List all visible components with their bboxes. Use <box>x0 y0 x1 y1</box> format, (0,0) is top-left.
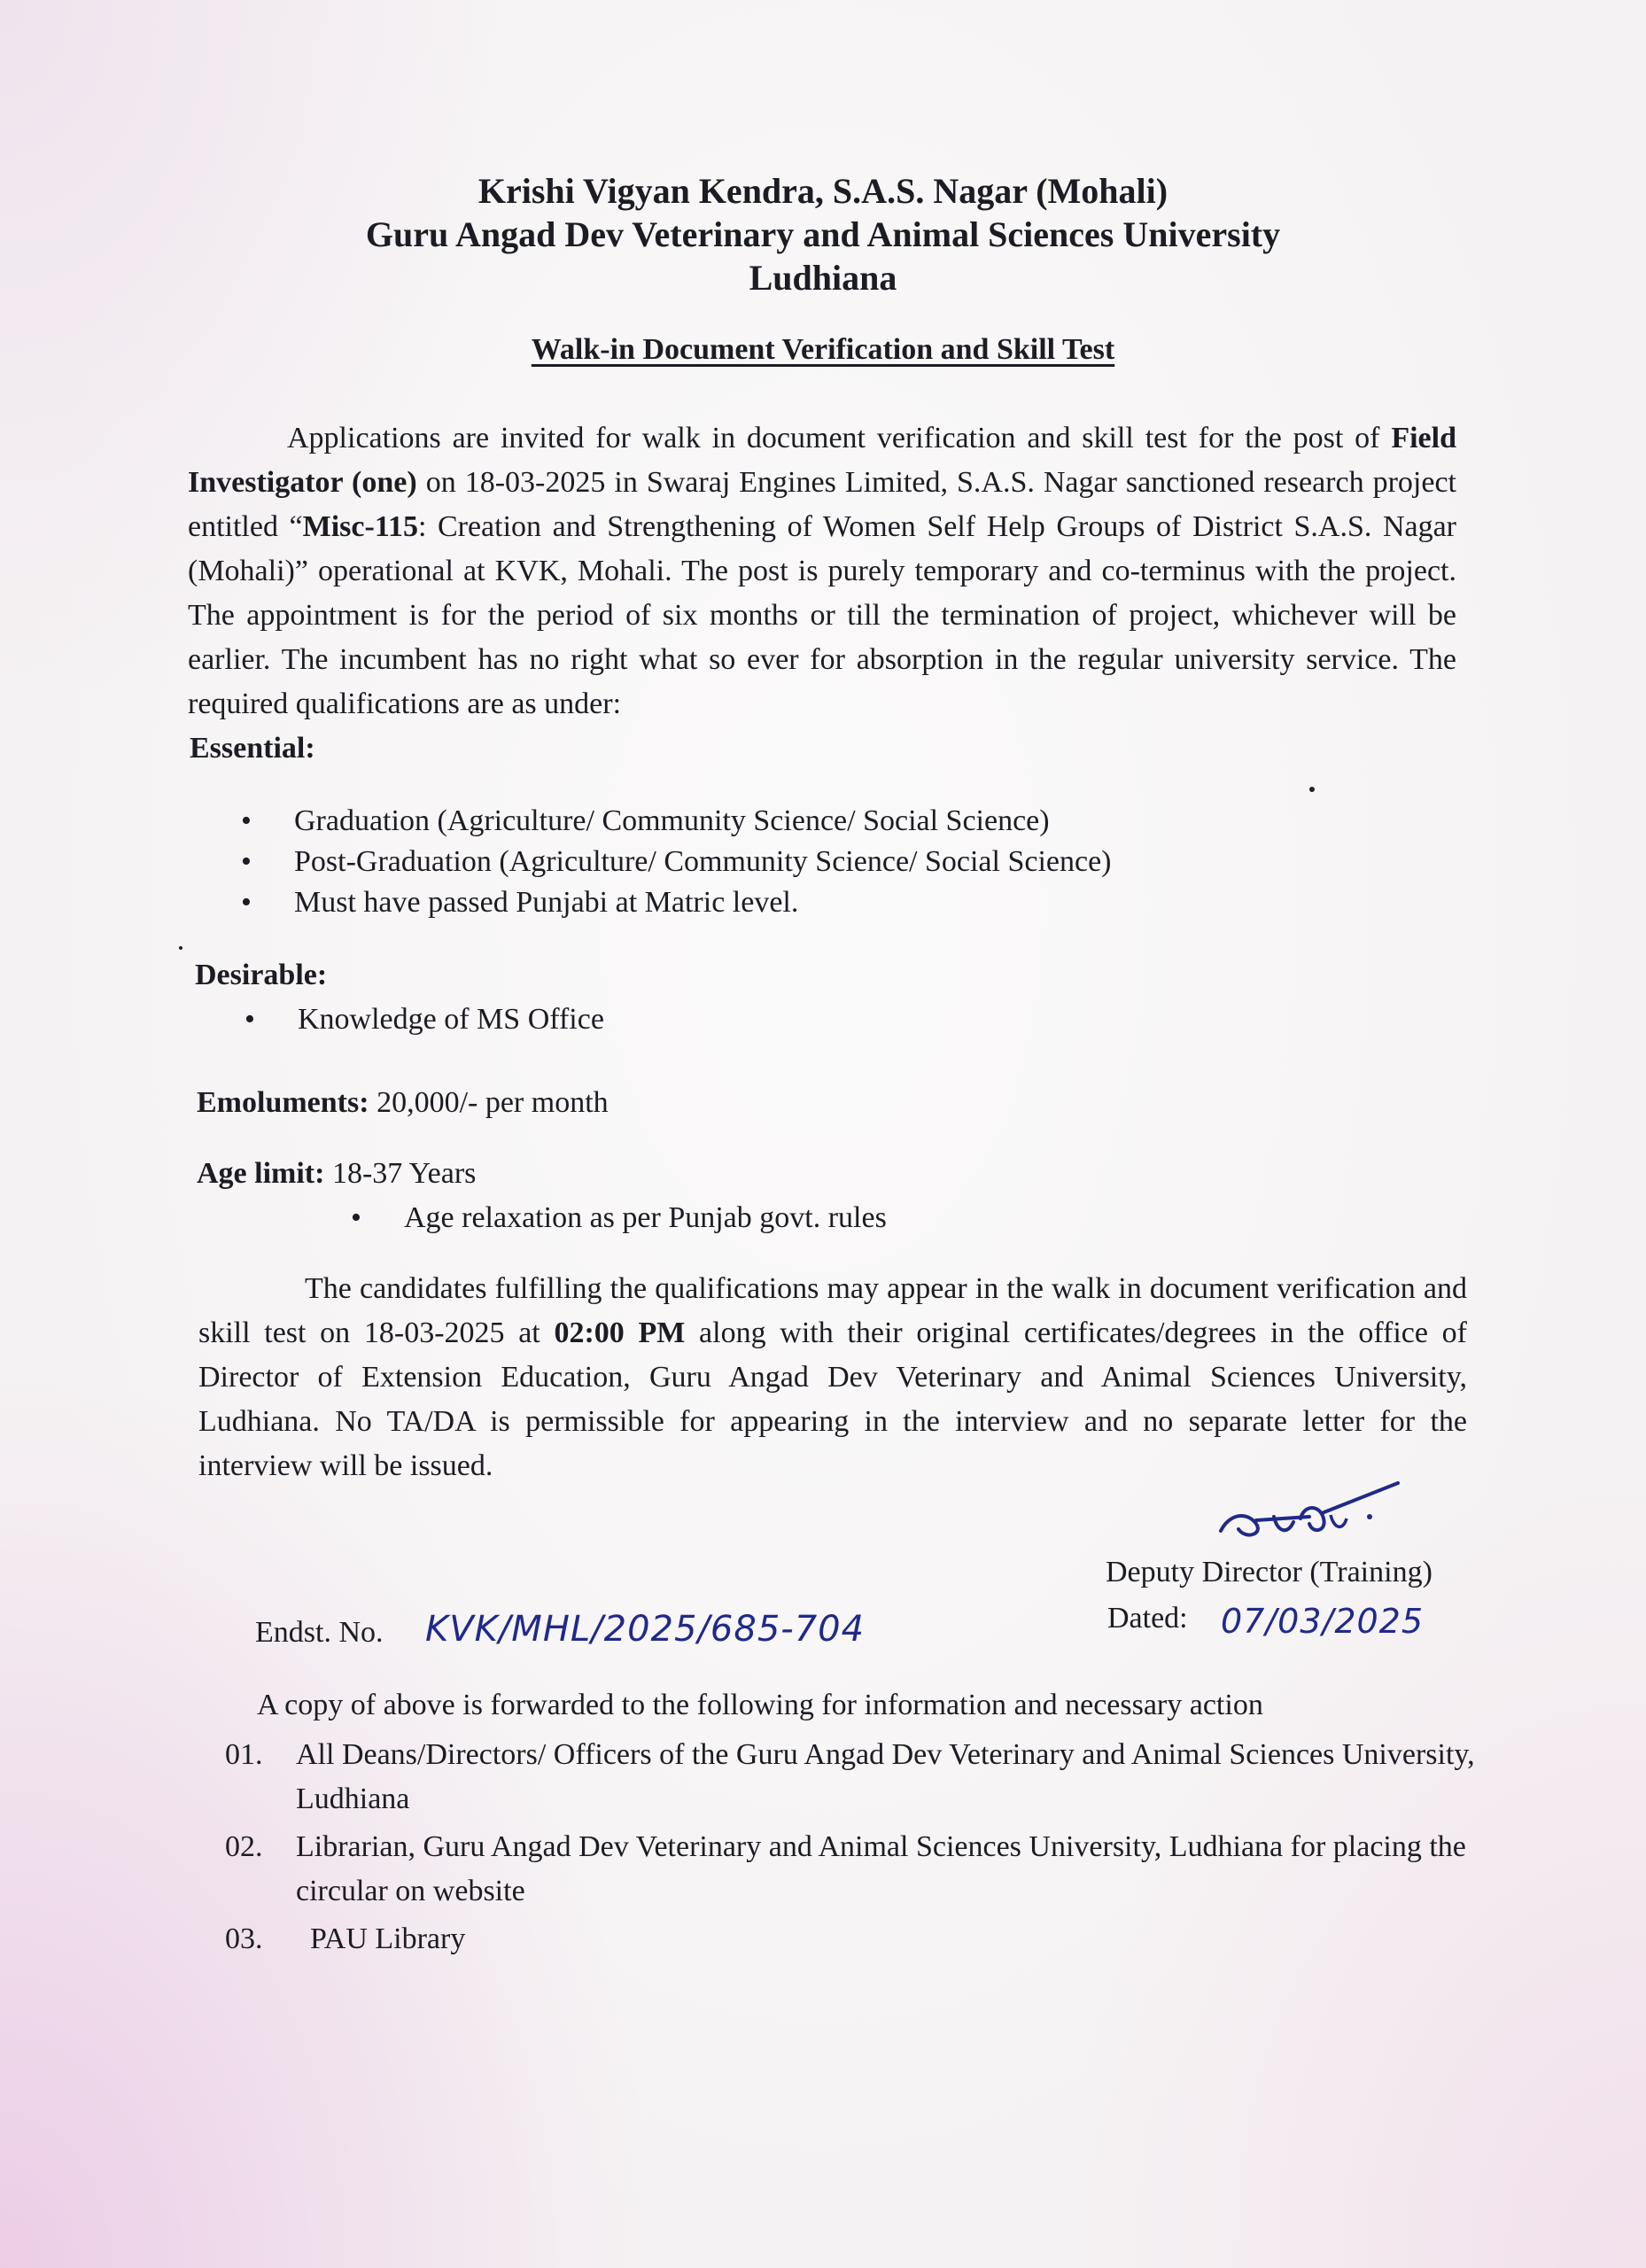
desirable-label: Desirable: <box>195 959 328 991</box>
age-list <box>351 1198 1414 1239</box>
age-line <box>197 1157 476 1191</box>
essential-item: • Must have passed Punjabi at Matric level. <box>241 882 1393 923</box>
closing-time: 02:00 PM <box>554 1317 686 1349</box>
endst-label: Endst. No. <box>255 1616 384 1649</box>
desirable-list <box>245 999 1396 1040</box>
endst-value: KVK/MHL/2025/685-704 <box>425 1609 866 1650</box>
intro-project: Misc-115 <box>302 510 418 543</box>
forward-item-text: All Deans/Directors/ Officers of the Guru Angad Dev Veterinary and Animal Sciences University, Ludhiana <box>296 1738 1475 1815</box>
emoluments-label: Emoluments: <box>197 1086 369 1119</box>
forward-item <box>225 1917 1483 1961</box>
header-city: Ludhiana <box>749 258 897 298</box>
closing-paragraph <box>198 1267 1467 1488</box>
essential-item: • Post-Graduation (Agriculture/ Community Science/ Social Science) <box>241 842 1393 882</box>
essential-label: Essential: <box>190 732 315 765</box>
age-label: Age limit: <box>197 1157 325 1190</box>
forward-item-num: 03. <box>225 1922 263 1955</box>
intro-post: Field Investigator (one) <box>188 422 1456 499</box>
forward-item-num: 02. <box>225 1830 263 1863</box>
dated-value: 07/03/2025 <box>1221 1602 1425 1641</box>
stray-mark <box>179 946 182 950</box>
dated-label: Dated: <box>1107 1602 1188 1635</box>
header-university: Guru Angad Dev Veterinary and Animal Sciences University <box>365 214 1281 254</box>
signatory-title: Deputy Director (Training) <box>1106 1556 1432 1588</box>
forward-item-text: PAU Library <box>310 1922 466 1955</box>
age-value: 18-37 Years <box>324 1157 477 1190</box>
forward-item-num: 01. <box>225 1738 263 1771</box>
forward-item-text: Librarian, Guru Angad Dev Veterinary and Animal Sciences University, Ludhiana for placing the circular on website <box>296 1830 1466 1907</box>
intro-text-3: : Creation and Strengthening of Women Self Help Groups of District S.A.S. Nagar (Mohali)” operational at KVK, Mohali. The post is purely temporary and co-terminus with the project. The appointment is for the period of six months or till the termination of project, whichever will be earlier. The incumbent has no right what so ever for absorption in the regular university service. The required qualifications are as under: <box>188 510 1456 720</box>
document-subtitle: Walk-in Document Verification and Skill Test <box>531 333 1115 366</box>
age-item: • Age relaxation as per Punjab govt. rules <box>351 1198 1414 1239</box>
emoluments-line <box>197 1086 609 1120</box>
intro-paragraph <box>188 416 1456 726</box>
closing-text-2: along with their original certificates/degrees in the office of Director of Extension Education, Guru Angad Dev Veterinary and Animal Sciences University, Ludhiana. No TA/DA is permissible for appearing in the interview and no separate letter for the interview will be issued. <box>198 1317 1467 1482</box>
essential-item: • Graduation (Agriculture/ Community Science/ Social Science) <box>241 801 1393 842</box>
emoluments-value: 20,000/- per month <box>369 1086 609 1119</box>
closing-text-1: The candidates fulfilling the qualifications may appear in the walk in document verification and skill test on 18-03-2025 at <box>198 1272 1467 1349</box>
header-institution: Krishi Vigyan Kendra, S.A.S. Nagar (Mohali) <box>477 171 1169 211</box>
forward-item <box>225 1733 1483 1821</box>
essential-list <box>241 801 1393 923</box>
forward-intro: A copy of above is forwarded to the following for information and necessary action <box>257 1689 1263 1721</box>
stray-mark <box>1309 787 1315 792</box>
forward-list <box>225 1733 1483 1961</box>
intro-text-2: on 18-03-2025 in Swaraj Engines Limited, S.A.S. Nagar sanctioned research project entitled “ <box>188 466 1456 543</box>
desirable-item: • Knowledge of MS Office <box>245 999 1396 1040</box>
forward-item <box>225 1825 1483 1914</box>
intro-text-1: Applications are invited for walk in document verification and skill test for the post of <box>287 422 1380 454</box>
signature-image <box>1212 1478 1407 1550</box>
